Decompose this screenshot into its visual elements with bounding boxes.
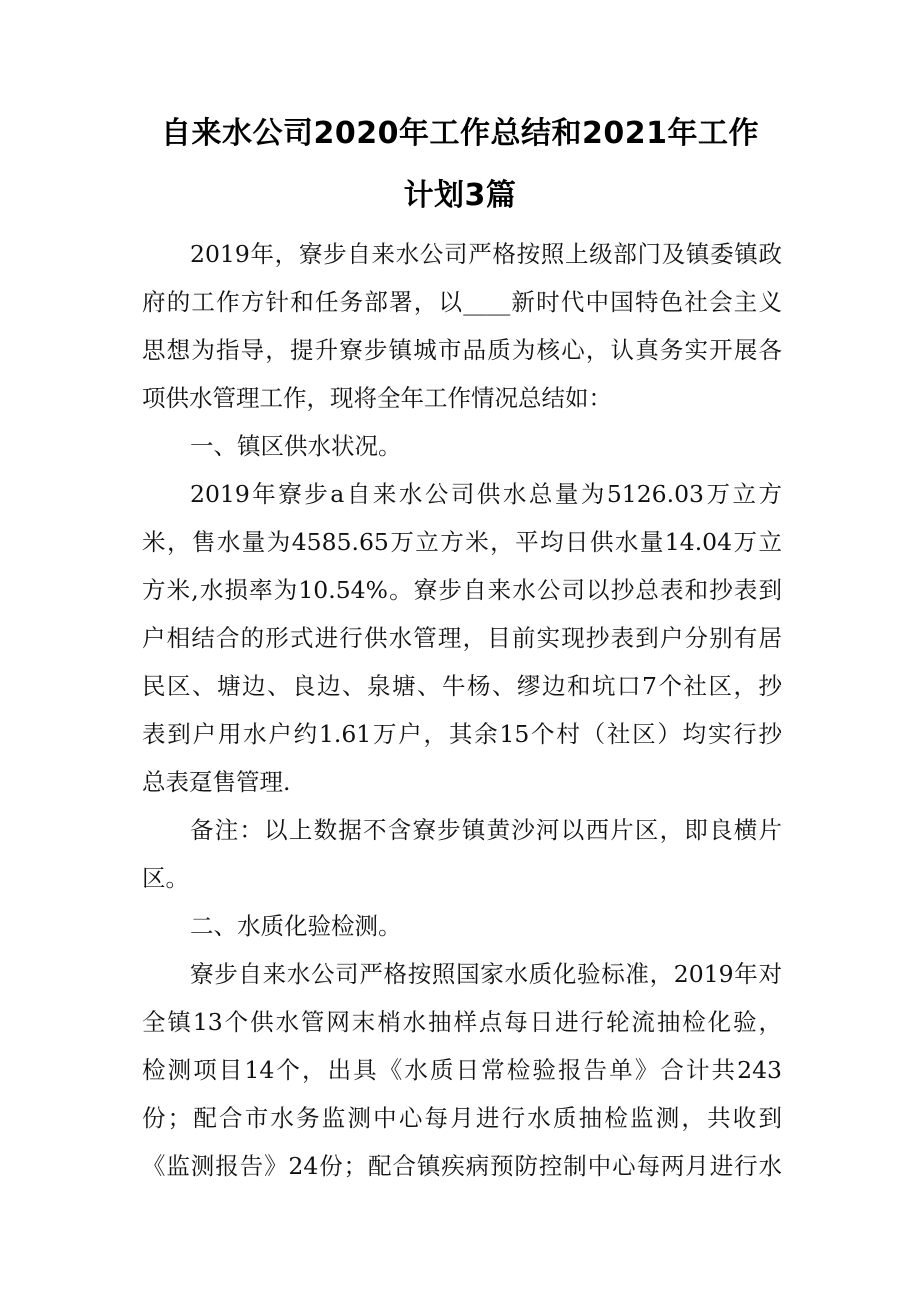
paragraph-line: 方米,水损率为10.54%。寮步自来水公司以抄总表和抄表到 [142,576,782,604]
paragraph-line: 项供水管理工作，现将全年工作情况总结如： [142,384,612,412]
section-heading: 二、水质化验检测。 [190,912,402,940]
paragraph-line: 《监测报告》24份；配合镇疾病预防控制中心每两月进行水 [142,1152,782,1180]
paragraph-line: 表到户用水户约1.61万户，其余15个村（社区）均实行抄 [142,720,782,748]
document-title-line-1: 自来水公司2020年工作总结和2021年工作 [161,116,759,151]
paragraph-line: 2019年寮步a自来水公司供水总量为5126.03万立方 [190,480,782,508]
paragraph-line: 户相结合的形式进行供水管理，目前实现抄表到户分别有居 [142,624,782,652]
section-heading: 一、镇区供水状况。 [190,432,402,460]
paragraph-line: 思想为指导，提升寮步镇城市品质为核心，认真务实开展各 [142,336,782,364]
paragraph-line: 民区、塘边、良边、泉塘、牛杨、缪边和坑口7个社区，抄 [142,672,782,700]
document-title-line-2: 计划3篇 [403,178,517,213]
paragraph-line: 全镇13个供水管网末梢水抽样点每日进行轮流抽检化验， [142,1008,782,1036]
paragraph-line: 检测项目14个，出具《水质日常检验报告单》合计共243 [142,1056,782,1084]
note-line: 区。 [142,864,189,892]
paragraph-line: 米，售水量为4585.65万立方米，平均日供水量14.04万立 [142,528,782,556]
paragraph-line: 府的工作方针和任务部署，以____新时代中国特色社会主义 [142,288,782,316]
paragraph-line: 总表趸售管理. [142,768,291,796]
note-line: 备注：以上数据不含寮步镇黄沙河以西片区，即良横片 [190,816,782,844]
paragraph-line: 2019年，寮步自来水公司严格按照上级部门及镇委镇政 [190,240,782,268]
paragraph-line: 份；配合市水务监测中心每月进行水质抽检监测，共收到 [142,1104,782,1132]
paragraph-line: 寮步自来水公司严格按照国家水质化验标准，2019年对 [190,960,782,988]
